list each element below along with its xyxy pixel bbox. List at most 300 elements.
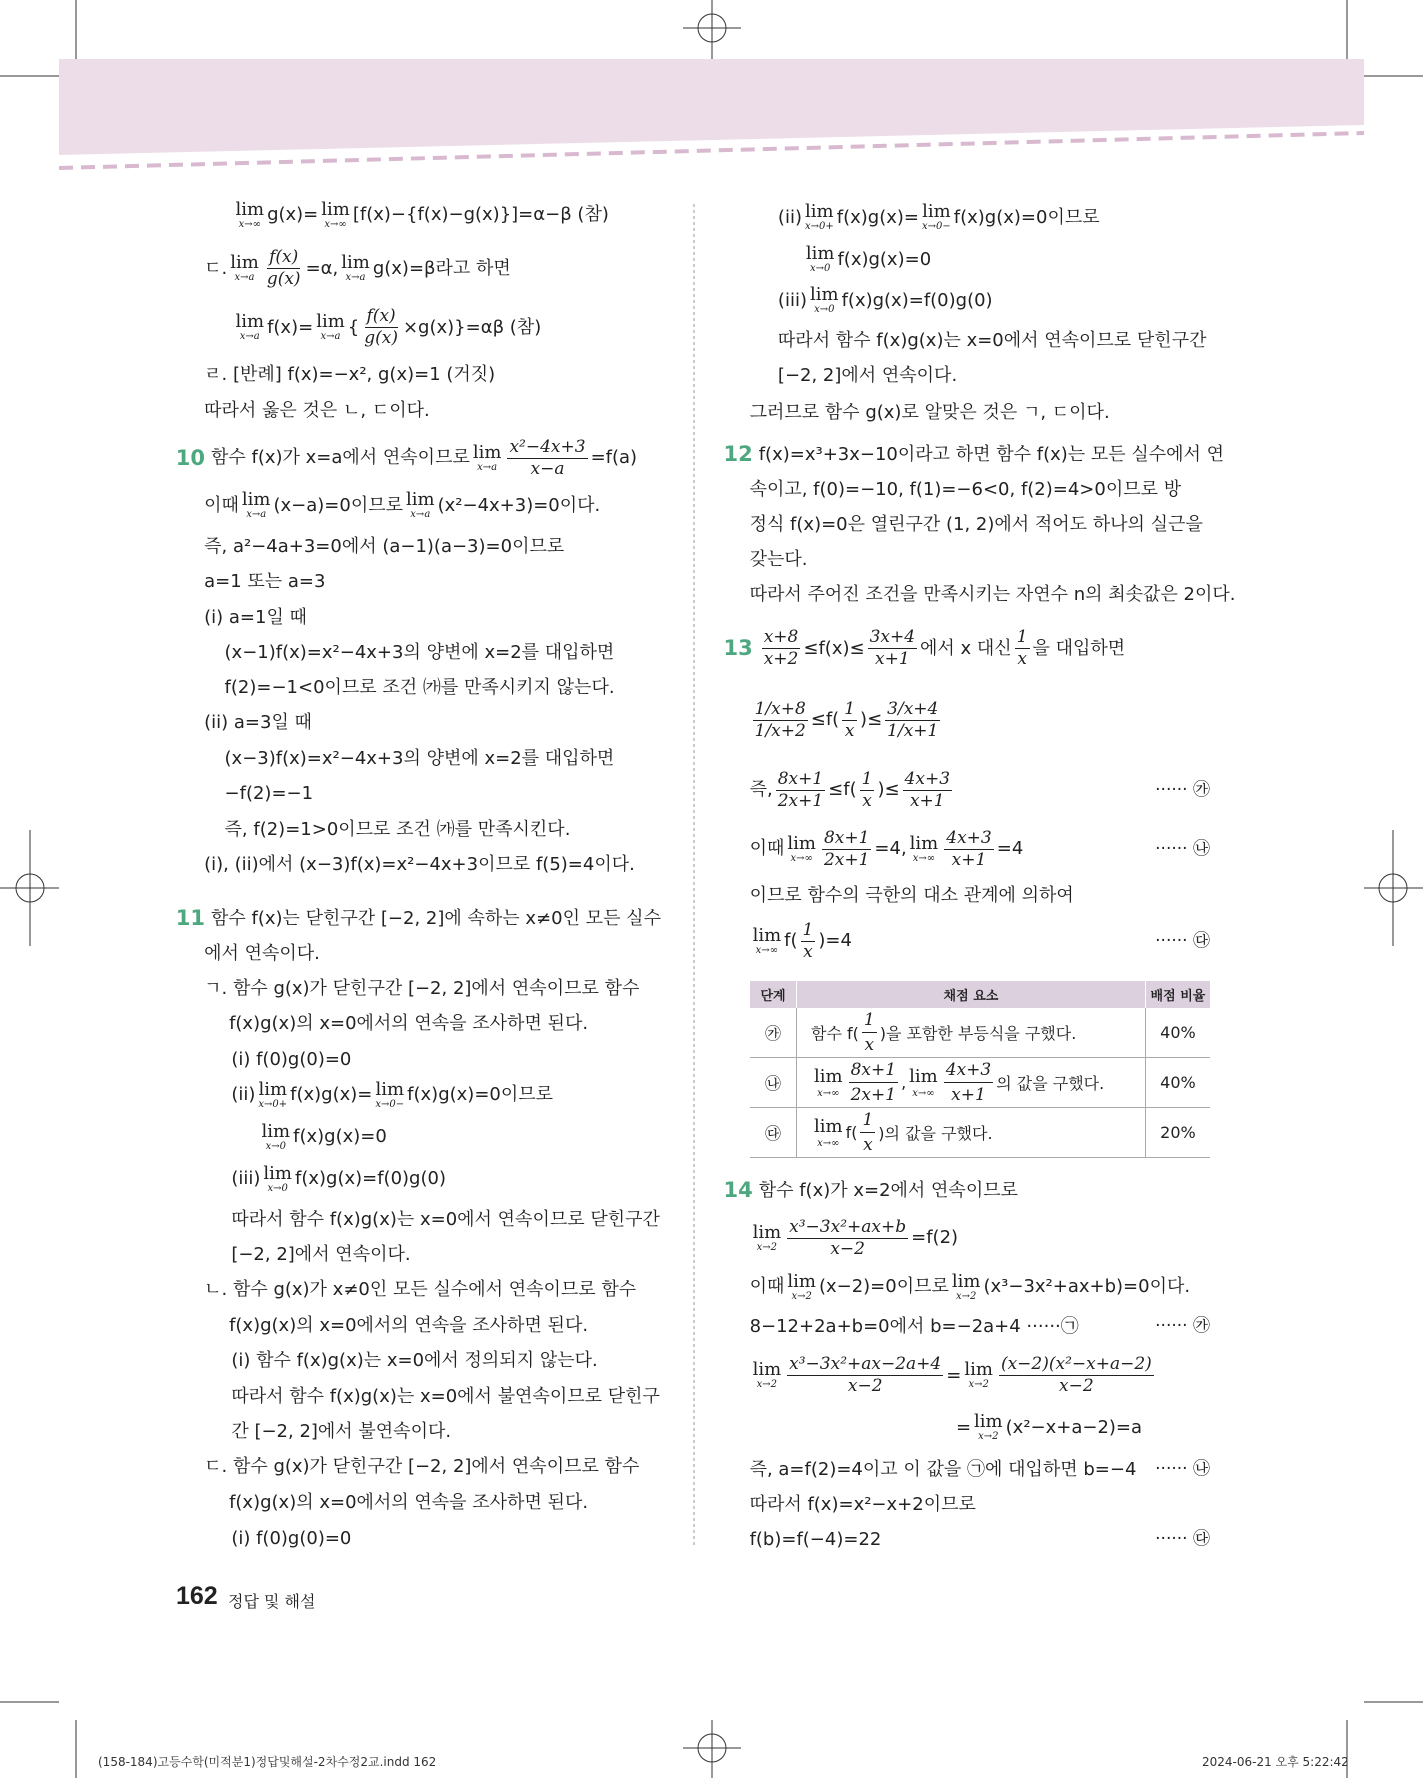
- text-run: (ii): [231, 1084, 256, 1106]
- limit: [909, 832, 939, 864]
- lim-subscript: x→∞: [817, 1138, 840, 1149]
- lim-subscript: x→2: [756, 1241, 778, 1253]
- text-run: )≤: [860, 709, 883, 731]
- lim-word: lim: [922, 201, 951, 223]
- limit: [316, 313, 345, 342]
- limit: [406, 491, 435, 520]
- lim-subscript: x→∞: [790, 852, 813, 864]
- text-line: [723, 1169, 1210, 1213]
- text-run: 에서 x 대신: [920, 637, 1012, 659]
- text-run: (ii) a=3일 때: [204, 712, 312, 734]
- limit: [810, 286, 839, 315]
- fraction: [362, 308, 400, 347]
- text-run: 8−12+2a+b=0에서 b=−2a+4 ······㉠: [749, 1315, 1079, 1337]
- text-run: (iii): [231, 1168, 261, 1190]
- limit: [753, 1361, 782, 1390]
- text-run: 이때: [749, 1276, 785, 1298]
- text-run: 에서 연속이다.: [204, 942, 320, 964]
- text-run: 을 대입하면: [1032, 637, 1126, 659]
- page-number: 162: [176, 1582, 218, 1610]
- lim-subscript: x→2: [955, 1290, 977, 1302]
- numerator: 4x+3: [904, 768, 951, 789]
- numerator: 1: [861, 768, 873, 789]
- lim-subscript: x→2: [791, 1290, 812, 1302]
- lim-subscript: x→∞: [755, 944, 779, 956]
- denominator: x−2: [1059, 1376, 1094, 1397]
- lim-subscript: x→a: [246, 509, 267, 521]
- scoring-table: [750, 981, 1210, 1158]
- numerator: 8x+1: [777, 768, 824, 789]
- text-run: 이므로 함수의 극한의 대소 관계에 의하여: [749, 884, 1074, 906]
- lim-word: lim: [261, 1120, 291, 1142]
- text-run: =f(2): [911, 1227, 959, 1249]
- text-run: 함수 f(x)는 닫힌구간 [−2, 2]에 속하는 x≠0인 모든 실수: [211, 907, 661, 929]
- text-run: )을 포함한 부등식을 구했다.: [879, 1024, 1077, 1043]
- problem-number: 12: [723, 442, 753, 467]
- limit: [472, 441, 502, 473]
- lim-word: lim: [235, 311, 265, 333]
- fraction: [776, 768, 825, 811]
- text-run: (x−1)f(x)=x²−4x+3의 양변에 x=2를 대입하면: [224, 642, 615, 664]
- numerator: 1: [1016, 627, 1028, 648]
- limit: [263, 1162, 292, 1194]
- limit: [752, 1221, 782, 1253]
- denominator: x+1: [951, 849, 987, 870]
- problem-number: 14: [723, 1178, 753, 1203]
- limit: [922, 203, 951, 232]
- text-run: (i) 함수 f(x)g(x)는 x=0에서 정의되지 않는다.: [231, 1349, 598, 1371]
- lim-word: lim: [909, 832, 939, 854]
- numerator: 1: [862, 1010, 877, 1033]
- text-run: f(x)=x³+3x−10이라고 하면 함수 f(x)는 모든 실수에서 연: [758, 443, 1225, 465]
- text-run: f(b)=f(−4)=22: [749, 1528, 882, 1550]
- denominator: x+1: [874, 649, 910, 670]
- fraction: [944, 1060, 993, 1105]
- numerator: (x−2)(x²−x+a−2): [1000, 1354, 1152, 1375]
- numerator: 3/x+4: [887, 698, 939, 719]
- lim-subscript: x→0−: [375, 1098, 405, 1110]
- fraction: [265, 249, 303, 288]
- text-run: =: [946, 1364, 962, 1386]
- text-run: 따라서 함수 f(x)g(x)는 x=0에서 연속이므로 닫힌구간: [777, 330, 1207, 352]
- lim-word: lim: [375, 1078, 405, 1100]
- text-run: {: [347, 316, 360, 338]
- text-line: [231, 1073, 670, 1117]
- limit: [805, 203, 834, 232]
- fraction: [862, 1010, 877, 1055]
- text-run: f(x)=: [267, 316, 314, 338]
- text-run: 정식 f(x)=0은 열린구간 (1, 2)에서 적어도 하나의 실근을: [749, 514, 1203, 536]
- lim-subscript: x→0: [265, 1140, 287, 1152]
- lim-subscript: x→a: [477, 461, 498, 473]
- text-run: f(x)g(x)의 x=0에서의 연속을 조사하면 된다.: [229, 1013, 589, 1034]
- text-run: 즉, f(2)=1>0이므로 조건 ㈎를 만족시킨다.: [224, 819, 571, 841]
- lim-subscript: x→0−: [921, 221, 951, 233]
- lim-word: lim: [787, 832, 816, 854]
- limit: [242, 491, 271, 520]
- limit: [787, 832, 816, 864]
- limit: [909, 1066, 938, 1099]
- denominator: 2x+1: [777, 790, 824, 811]
- text-run: g(x)=: [267, 204, 319, 226]
- lim-word: lim: [909, 1066, 938, 1087]
- text-line: [232, 306, 670, 350]
- problem-number: 13: [723, 636, 753, 661]
- text-run: 함수 f(x)가 x=2에서 연속이므로: [758, 1179, 1018, 1201]
- numerator: f(x): [269, 247, 299, 268]
- text-run: ≤f(: [828, 779, 857, 801]
- lim-subscript: x→2: [756, 1379, 778, 1391]
- limit: [806, 245, 835, 274]
- header-ratio: 배점 비율: [1145, 981, 1210, 1008]
- limit: [230, 254, 259, 283]
- text-line: [750, 874, 1210, 918]
- lim-subscript: x→2: [978, 1431, 999, 1443]
- text-run: 이때: [204, 494, 239, 516]
- text-run: 이때: [749, 838, 785, 860]
- fraction: [944, 827, 993, 870]
- ratio-cell: 40%: [1145, 1058, 1210, 1108]
- text-run: ㄱ. 함수 g(x)가 닫힌구간 [−2, 2]에서 연속이므로 함수: [204, 977, 640, 999]
- slug-date: 2024-06-21 오후 5:22:42: [1202, 1755, 1349, 1769]
- denominator: g(x): [266, 269, 301, 290]
- text-run: )의 값을 구했다.: [878, 1124, 993, 1143]
- text-run: )≤: [877, 779, 900, 801]
- text-line: [750, 391, 1210, 435]
- denominator: x: [864, 1035, 875, 1055]
- text-run: (x²−x+a−2)=a: [1005, 1416, 1143, 1438]
- fraction: [885, 698, 940, 741]
- fraction: [753, 698, 808, 741]
- text-run: ㄴ. 함수 g(x)가 x≠0인 모든 실수에서 연속이므로 함수: [204, 1279, 637, 1301]
- lim-word: lim: [814, 1116, 843, 1137]
- fraction: [507, 436, 587, 479]
- limit: [964, 1361, 993, 1390]
- text-line: [723, 627, 1210, 671]
- fraction: [849, 1060, 898, 1105]
- limit: [752, 924, 782, 956]
- numerator: x³−3x²+ax−2a+4: [789, 1354, 942, 1375]
- fraction: [762, 629, 801, 668]
- section-label: 정답 및 해설: [228, 1592, 316, 1611]
- step-cell: ㉮: [750, 1008, 797, 1058]
- table-row: [750, 1108, 1210, 1158]
- text-run: =α,: [305, 257, 339, 279]
- equation-tag: ······ ㉮: [1155, 1316, 1210, 1337]
- lim-word: lim: [752, 1221, 782, 1243]
- problem-number: 11: [175, 906, 205, 931]
- step-cell: ㉰: [750, 1108, 797, 1158]
- lim-subscript: x→a: [234, 272, 255, 284]
- numerator: x²−4x+3: [509, 436, 586, 457]
- denominator: x: [862, 790, 872, 811]
- text-line: [750, 919, 1210, 963]
- text-line: [232, 193, 670, 237]
- limit: [261, 1120, 291, 1152]
- lim-word: lim: [752, 1359, 782, 1381]
- fraction: [787, 1216, 908, 1259]
- text-line: [750, 698, 1210, 742]
- text-run: −f(2)=−1: [224, 782, 314, 804]
- text-line: [204, 247, 670, 291]
- text-run: (i) a=1일 때: [204, 607, 307, 629]
- text-run: 따라서 함수 f(x)g(x)는 x=0에서 연속이므로 닫힌구간: [231, 1209, 660, 1231]
- text-run: [f(x)−{f(x)−g(x)}]=α−β (참): [352, 204, 609, 226]
- numerator: x³−3x²+ax+b: [789, 1216, 907, 1237]
- lim-word: lim: [805, 243, 835, 265]
- text-line: [259, 1115, 670, 1159]
- text-run: (x−a)=0이므로: [273, 494, 403, 516]
- lim-word: lim: [809, 284, 839, 305]
- text-run: f(: [784, 930, 798, 952]
- limit: [375, 1078, 405, 1110]
- lim-word: lim: [406, 489, 435, 511]
- fraction: [999, 1356, 1154, 1395]
- lim-subscript: x→0: [809, 263, 831, 275]
- text-run: 즉,: [749, 779, 773, 801]
- denominator: x−2: [830, 1238, 865, 1259]
- header-step: 단계: [750, 981, 797, 1008]
- lim-word: lim: [752, 924, 782, 946]
- text-run: )=4: [818, 930, 852, 952]
- fraction: [822, 827, 871, 870]
- numerator: 8x+1: [849, 1060, 898, 1083]
- text-run: (x−3)f(x)=x²−4x+3의 양변에 x=2를 대입하면: [224, 747, 615, 769]
- table-header-row: [750, 981, 1210, 1008]
- text-run: 따라서 주어진 조건을 만족시키는 자연수 n의 최솟값은 2이다.: [749, 584, 1236, 606]
- lim-word: lim: [814, 1066, 843, 1087]
- lim-word: lim: [951, 1270, 981, 1292]
- lim-word: lim: [263, 1162, 292, 1184]
- denominator: x: [844, 720, 855, 741]
- numerator: 4x+3: [946, 827, 992, 848]
- text-run: ×g(x)}=αβ (참): [402, 316, 542, 338]
- text-line: [231, 1517, 670, 1561]
- numerator: 1: [844, 698, 856, 719]
- text-line: [778, 279, 1210, 323]
- text-run: f(x)g(x)=: [290, 1084, 373, 1106]
- text-run: (x−2)=0이므로: [818, 1276, 949, 1298]
- text-line: [750, 1305, 1210, 1349]
- lim-word: lim: [787, 1270, 816, 1292]
- denominator: 1/x+2: [754, 720, 806, 741]
- text-run: 갖는다.: [749, 549, 808, 571]
- lim-word: lim: [230, 252, 259, 274]
- text-run: 의 값을 구했다.: [996, 1074, 1105, 1093]
- numerator: f(x): [366, 306, 396, 327]
- element-content: [811, 1010, 1144, 1055]
- equation-tag: ······ ㉯: [1155, 838, 1210, 859]
- lim-word: lim: [316, 311, 345, 333]
- ratio-cell: 20%: [1145, 1108, 1210, 1158]
- text-run: 따라서 함수 f(x)g(x)는 x=0에서 불연속이므로 닫힌구: [231, 1386, 660, 1408]
- limit: [321, 198, 350, 230]
- text-run: f(x)g(x)=0이므로: [953, 206, 1100, 228]
- text-run: 함수 f(x)가 x=a에서 연속이므로: [211, 447, 470, 469]
- text-line: [750, 827, 1210, 871]
- lim-subscript: x→a: [320, 331, 341, 343]
- element-content: [811, 1060, 1144, 1105]
- fraction: [903, 768, 952, 811]
- numerator: 3x+4: [869, 627, 916, 648]
- text-run: 따라서 f(x)=x²−x+2이므로: [749, 1493, 976, 1515]
- limit: [814, 1066, 843, 1099]
- limit: [974, 1413, 1003, 1442]
- element-cell: [797, 1058, 1146, 1108]
- lim-subscript: x→0+: [258, 1098, 288, 1110]
- text-run: =: [955, 1416, 972, 1438]
- slug-file: (158-184)고등수학(미적분1)정답및해설-2차수정2교.indd 162: [98, 1755, 437, 1769]
- header-band: [59, 59, 1364, 155]
- denominator: x−a: [530, 458, 565, 479]
- text-run: (iii): [777, 289, 807, 311]
- text-run: (i), (ii)에서 (x−3)f(x)=x²−4x+3이므로 f(5)=4이다.: [204, 854, 635, 876]
- problem-number: 10: [175, 445, 205, 470]
- numerator: 1/x+8: [754, 698, 806, 719]
- text-run: (i) f(0)g(0)=0: [231, 1527, 352, 1549]
- text-run: [−2, 2]에서 연속이다.: [777, 365, 958, 387]
- lim-word: lim: [241, 489, 271, 511]
- limit: [787, 1270, 816, 1302]
- lim-subscript: x→a: [410, 509, 431, 521]
- lim-subscript: x→∞: [817, 1088, 840, 1099]
- numerator: 1: [860, 1110, 875, 1133]
- text-run: f(x)g(x)=f(0)g(0): [294, 1168, 446, 1190]
- text-line: [750, 1216, 1210, 1260]
- table-row: [750, 1058, 1210, 1108]
- text-line: [750, 1518, 1210, 1562]
- lim-word: lim: [235, 198, 265, 220]
- text-run: (x³−3x²+ax+b)=0이다.: [983, 1276, 1191, 1298]
- text-run: f(x)g(x)=0이므로: [407, 1084, 554, 1106]
- text-line: [204, 843, 670, 887]
- denominator: x−2: [847, 1376, 883, 1397]
- text-line: [778, 196, 1210, 240]
- text-line: [204, 389, 670, 433]
- text-line: [749, 573, 1236, 617]
- limit: [235, 198, 265, 230]
- equation-tag: ······ ㉰: [1155, 1529, 1210, 1550]
- element-content: [811, 1110, 1144, 1155]
- text-run: f(x)g(x)=0: [293, 1126, 387, 1148]
- denominator: x: [863, 1135, 873, 1155]
- text-run: =4: [996, 838, 1024, 860]
- lim-word: lim: [964, 1359, 993, 1381]
- text-run: ,: [901, 1073, 907, 1092]
- lim-subscript: x→∞: [238, 218, 261, 230]
- denominator: x+1: [951, 1085, 986, 1105]
- text-line: [750, 1265, 1210, 1309]
- numerator: 1: [802, 919, 814, 940]
- equation-tag: ······ ㉮: [1155, 779, 1210, 800]
- equation-tag: ······ ㉰: [1155, 930, 1210, 951]
- numerator: 8x+1: [823, 827, 870, 848]
- text-run: [−2, 2]에서 연속이다.: [231, 1244, 411, 1266]
- limit: [951, 1270, 981, 1302]
- text-line: [204, 484, 670, 528]
- lim-word: lim: [321, 198, 350, 220]
- denominator: x: [1017, 649, 1027, 670]
- fraction: [801, 919, 816, 962]
- text-run: (ii): [777, 206, 802, 228]
- text-line: [956, 1406, 1210, 1450]
- fraction: [868, 629, 917, 668]
- text-line: [750, 1354, 1210, 1398]
- lim-subscript: x→∞: [912, 852, 936, 864]
- lim-subscript: x→a: [239, 331, 260, 343]
- text-run: f(x)g(x)=f(0)g(0): [841, 289, 993, 311]
- fraction: [787, 1356, 943, 1395]
- lim-word: lim: [805, 201, 834, 223]
- denominator: x+1: [909, 790, 945, 811]
- text-line: [176, 436, 670, 480]
- denominator: g(x): [364, 328, 398, 349]
- header-element: 채점 요소: [797, 981, 1146, 1008]
- text-run: =f(a): [590, 447, 638, 469]
- text-line: [750, 768, 1210, 812]
- limit: [258, 1078, 288, 1110]
- lim-subscript: x→0: [814, 304, 835, 315]
- denominator: 2x+1: [823, 849, 870, 870]
- limit: [235, 313, 264, 342]
- fraction: [842, 698, 857, 741]
- element-cell: [797, 1008, 1146, 1058]
- text-run: f(x)g(x)의 x=0에서의 연속을 조사하면 된다.: [229, 1491, 589, 1513]
- text-run: =4,: [874, 838, 907, 860]
- lim-subscript: x→0: [267, 1182, 288, 1194]
- text-run: ≤f(: [810, 709, 840, 731]
- lim-word: lim: [472, 441, 502, 463]
- step-cell: ㉯: [750, 1058, 797, 1108]
- lim-word: lim: [974, 1411, 1003, 1433]
- lim-word: lim: [258, 1078, 288, 1100]
- lim-subscript: x→∞: [324, 218, 347, 230]
- ratio-cell: 40%: [1145, 1008, 1210, 1058]
- text-run: (i) f(0)g(0)=0: [231, 1049, 352, 1071]
- text-run: f(x)g(x)의 x=0에서의 연속을 조사하면 된다.: [229, 1314, 589, 1336]
- table-row: [750, 1008, 1210, 1058]
- fraction: [860, 1110, 875, 1155]
- text-run: f(: [845, 1123, 858, 1142]
- text-line: [231, 1157, 670, 1201]
- text-line: [803, 238, 1210, 282]
- lim-subscript: x→0+: [804, 221, 834, 233]
- text-run: 즉, a²−4a+3=0에서 (a−1)(a−3)=0이므로: [204, 535, 565, 557]
- lim-subscript: x→2: [968, 1379, 989, 1391]
- lim-subscript: x→a: [345, 272, 366, 284]
- text-run: (x²−4x+3)=0이다.: [437, 494, 601, 516]
- denominator: x: [803, 941, 813, 962]
- text-run: 따라서 옳은 것은 ㄴ, ㄷ이다.: [204, 399, 430, 421]
- numerator: 4x+3: [944, 1060, 993, 1083]
- lim-word: lim: [341, 252, 370, 274]
- text-run: 함수 f(: [811, 1024, 859, 1043]
- denominator: x+2: [763, 649, 799, 670]
- text-run: 즉, a=f(2)=4이고 이 값을 ㉠에 대입하면 b=−4: [749, 1458, 1137, 1480]
- fraction: [860, 768, 875, 811]
- text-run: 속이고, f(0)=−10, f(1)=−6<0, f(2)=4>0이므로 방: [749, 478, 1182, 500]
- numerator: x+8: [763, 627, 799, 648]
- text-run: a=1 또는 a=3: [204, 570, 326, 592]
- denominator: 1/x+1: [887, 720, 939, 741]
- equation-tag: ······ ㉯: [1155, 1459, 1210, 1480]
- text-run: 간 [−2, 2]에서 불연속이다.: [231, 1421, 452, 1443]
- text-run: 그러므로 함수 g(x)로 알맞은 것은 ㄱ, ㄷ이다.: [749, 401, 1110, 423]
- text-run: f(x)g(x)=: [836, 206, 919, 228]
- lim-subscript: x→∞: [912, 1088, 935, 1099]
- text-run: ㄷ.: [204, 257, 228, 279]
- text-run: ㄷ. 함수 g(x)가 닫힌구간 [−2, 2]에서 연속이므로 함수: [204, 1456, 640, 1478]
